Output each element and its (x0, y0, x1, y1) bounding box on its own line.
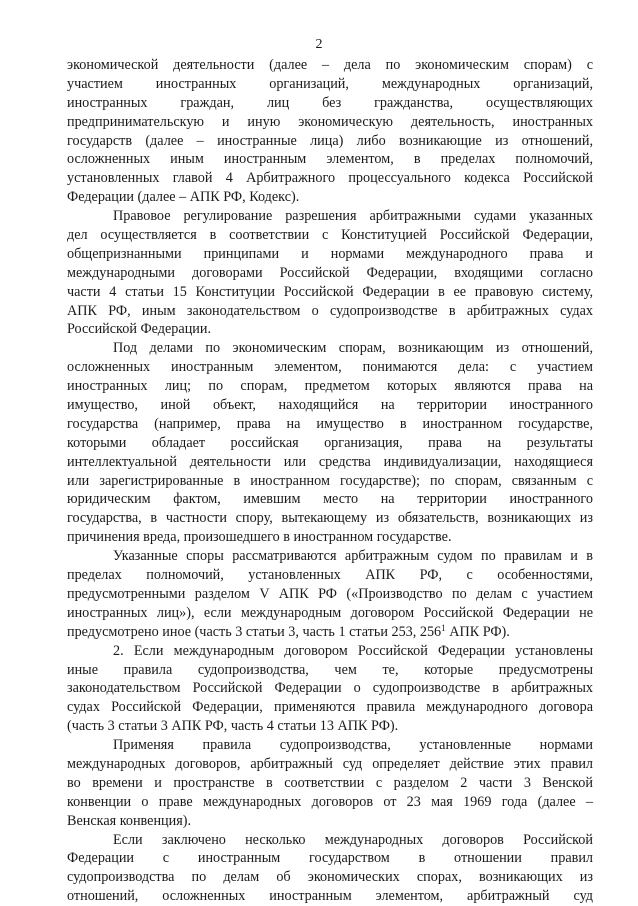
paragraph (67, 207, 593, 339)
text-line: АПК РФ, иным законодательством о судопроизводстве в арбитражных судах (67, 302, 593, 319)
page-number: 2 (315, 37, 323, 52)
text-line: (часть 3 статьи 3 АПК РФ, часть 4 статьи 13 АПК РФ). (67, 718, 399, 735)
text-line: участием иностранных организаций, международных организаций, (67, 75, 593, 92)
text-line: судах Российской Федерации, применяются правила международного договора (67, 699, 593, 716)
superscript: 1 (441, 622, 446, 633)
text-line: международных договоров, арбитражный суд определяет действие этих правил (67, 755, 593, 772)
text-line: международными договорами Российской Федерации, входящими согласно (67, 264, 593, 281)
text-line: или зарегистрированные в иностранном государстве); по спорам, связанным с (67, 472, 593, 489)
text-line: предусмотренными разделом V АПК РФ («Производство по делам с участием (67, 585, 593, 602)
text-line: части 4 статьи 15 Конституции Российской Федерации в ее правовую систему, (67, 283, 593, 300)
text-line: законодательством Российской Федерации о судопроизводстве в арбитражных (67, 680, 593, 697)
text-segment: предусмотрено иное (часть 3 статьи 3, часть 1 статьи 253, 256 (67, 623, 442, 640)
text-line: установленных главой 4 Арбитражного процессуального кодекса Российской (67, 170, 593, 187)
paragraph (67, 642, 593, 736)
paragraph (67, 56, 593, 207)
text-line: осложненных иностранным элементом, понимаются дела: с участием (67, 359, 593, 376)
text-line: государства (например, права на имущество в иностранном государстве, (67, 415, 593, 432)
text-line: Венская конвенция). (67, 812, 192, 829)
text-line: Федерации с иностранным государством в отношении правил (67, 850, 593, 867)
text-line: государств (далее – иностранные лица) либо возникающие из отношений, (67, 132, 593, 149)
text-line: Применяя правила судопроизводства, установленные нормами (113, 737, 593, 754)
text-line: дел осуществляется в соответствии с Конституцией Российской Федерации, (67, 227, 593, 244)
text-line: пределах полномочий, установленных АПК РФ, с особенностями, (67, 567, 593, 584)
document-body (67, 56, 593, 906)
paragraph (67, 339, 593, 547)
text-line: имущество, иной объект, находящийся на территории иностранного (67, 397, 593, 414)
text-line: Российской Федерации. (67, 321, 212, 338)
text-line: Под делами по экономическим спорам, возникающим из отношений, (113, 340, 593, 357)
text-line: осложненных иным иностранным элементом, в пределах полномочий, (67, 151, 593, 168)
text-line: причинения вреда, произошедшего в иностранном государстве. (67, 529, 452, 546)
text-line: иностранных лиц»), если международным договором Российской Федерации не (67, 604, 593, 621)
text-line: иностранных лиц; по спорам, предметом которых являются права на (67, 378, 593, 395)
paragraph (67, 736, 593, 830)
paragraph (67, 831, 593, 906)
text-line: которыми обладает российская организация, права на результаты (67, 434, 593, 451)
text-line: Указанные споры рассматриваются арбитражным судом по правилам и в (113, 548, 593, 565)
text-line: конвенции о праве международных договоров от 23 мая 1969 года (далее – (67, 793, 593, 810)
text-line: Если заключено несколько международных договоров Российской (113, 831, 593, 848)
text-line: юридическим фактом, имевшим место на территории иностранного (67, 491, 593, 508)
text-line: 2. Если международным договором Российской Федерации установлены (113, 642, 593, 659)
text-line: общепризнанными принципами и нормами международного права и (67, 245, 593, 262)
text-segment: АПК РФ). (445, 623, 510, 640)
text-line: иностранных граждан, лиц без гражданства, осуществляющих (67, 94, 593, 111)
text-line: во времени и пространстве в соответствии с разделом 2 части 3 Венской (67, 774, 593, 791)
text-line: экономической деятельности (далее – дела по экономическим спорам) с (67, 57, 593, 73)
text-line: государства, в частности спору, вытекающему из обязательств, возникающих из (67, 510, 593, 527)
text-line: судопроизводства по делам об экономических спорах, возникающих из (67, 869, 593, 886)
text-line: Правовое регулирование разрешения арбитражными судами указанных (113, 208, 593, 225)
paragraph (67, 547, 593, 641)
text-line: отношений, осложненных иностранным элементом, арбитражный суд (67, 888, 593, 905)
text-line: предпринимательскую и иную экономическую деятельность, иностранных (67, 113, 593, 130)
text-line (67, 623, 593, 642)
text-line: интеллектуальной деятельности или средства индивидуализации, находящиеся (67, 453, 593, 470)
text-line: иные правила судопроизводства, чем те, которые предусмотрены (67, 661, 593, 678)
text-line: Федерации (далее – АПК РФ, Кодекс). (67, 189, 300, 206)
